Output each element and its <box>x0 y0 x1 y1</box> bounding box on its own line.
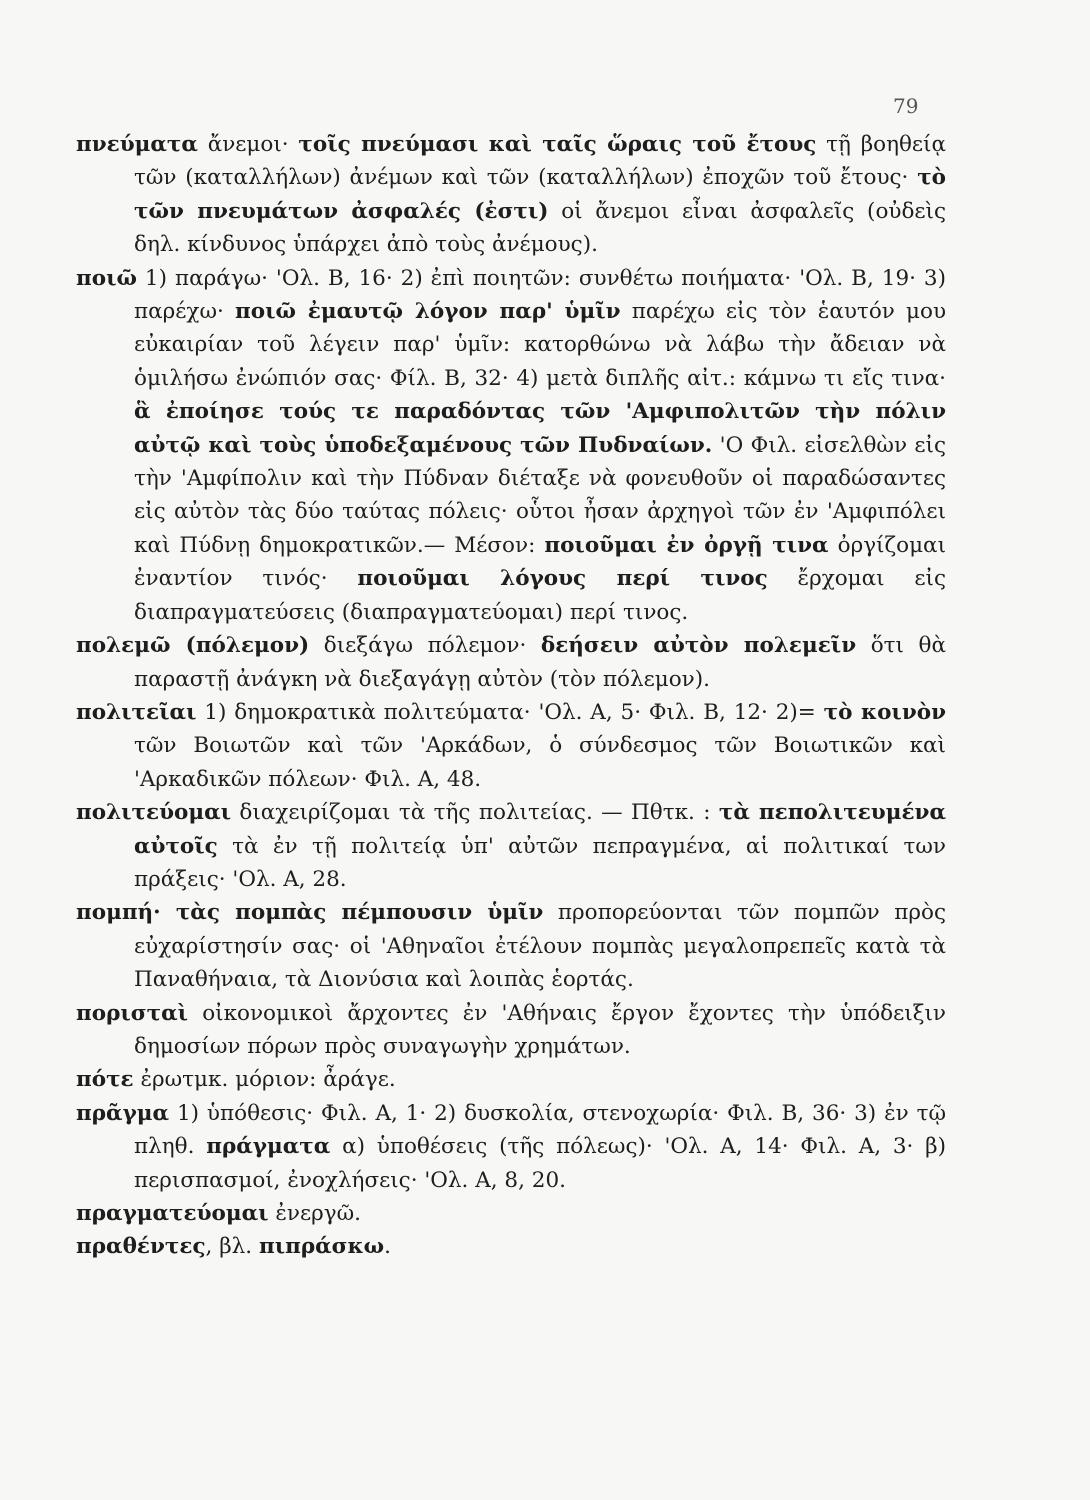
entry-phrase: ποιοῦμαι ἐν ὀργῇ τινα <box>544 532 829 558</box>
entry-text: , βλ. <box>205 1234 259 1260</box>
entry-phrase: πράγματα <box>206 1134 331 1160</box>
entry-phrase: ἃ ἐποίησε τούς τε παραδόντας τῶν 'Αμφιπολιτῶν τὴν πόλιν αὐτῷ καὶ τοὺς ὑποδεξαμένους τῶν Πυδναίων. <box>134 399 946 458</box>
entry-phrase: τὸ τῶν πνευμάτων ἀσφαλές (ἐστι) <box>134 165 946 224</box>
entry-phrase: τὰ πεπολιτευμένα αὐτοῖς <box>134 800 946 859</box>
entry-phrase: ποιῶ ἐμαυτῷ λόγον παρ' ὑμῖν <box>235 299 621 325</box>
entry-text: ἄνεμοι· <box>197 132 299 157</box>
entry-text: 1) παράγω· 'Ολ. Β, 16· 2) ἐπὶ ποιητῶν: συνθέτω ποιήματα· 'Ολ. Β, 19· 3) παρέχω· <box>134 265 946 325</box>
entry-headword: πολεμῶ (πόλεμον) <box>76 633 310 659</box>
entry-headword: πολιτεύομαι <box>76 800 232 826</box>
dictionary-entry-politeiai <box>76 696 946 796</box>
entry-text: ὅτι θὰ παραστῇ ἀνάγκη νὰ διεξαγάγῃ αὐτὸν (τὸν πόλεμον). <box>134 633 946 692</box>
entry-text: 1) ὑπόθεσις· Φιλ. Α, 1· 2) δυσκολία, στενοχωρία· Φιλ. Β, 36· 3) ἐν τῷ πληθ. <box>134 1100 946 1160</box>
dictionary-entry-pragmateuomai <box>76 1197 946 1230</box>
entry-text: διαχειρίζομαι τὰ τῆς πολιτείας. — Πθτκ. : <box>231 800 719 826</box>
entry-headword: πολιτεῖαι <box>76 699 197 725</box>
entry-text: παρέχω εἰς τὸν ἑαυτόν μου εὐκαιρίαν τοῦ λέγειν παρ' ὑμῖν: κατορθώνω νὰ λάβω τὴν ἄδειαν νὰ ὁμιλήσω ἐνώπιόν σας· Φίλ. Β, 32· 4) μετὰ διπλῆς αἰτ.: κάμνω τι εἴς τινα· <box>134 299 947 391</box>
dictionary-entry-pragma <box>76 1097 946 1197</box>
dictionary-entry-prathentes <box>76 1230 946 1263</box>
entry-text: τῶν Βοιωτῶν καὶ τῶν 'Αρκάδων, ὁ σύνδεσμος τῶν Βοιωτικῶν καὶ 'Αρκαδικῶν πόλεων· Φιλ. Α, 48. <box>134 733 946 792</box>
dictionary-entry-pompe <box>76 896 946 996</box>
dictionary-entry-poio <box>76 262 946 629</box>
entry-headword: πότε <box>76 1067 134 1093</box>
dictionary-entry-pote <box>76 1063 946 1096</box>
entry-headword: πνεύματα <box>76 132 198 157</box>
page-number: 79 <box>893 94 919 118</box>
dictionary-entry-poristai <box>76 997 946 1064</box>
entry-phrase: πιπράσκω <box>258 1234 385 1260</box>
dictionary-entry-politeuomai <box>76 796 946 896</box>
entry-text: ἐνεργῶ. <box>268 1201 361 1226</box>
entry-text: α) ὑποθέσεις (τῆς πόλεως)· 'Ολ. Α, 14· Φιλ. Α, 3· β) περισπασμοί, ἐνοχλήσεις· 'Ολ. Α, 8, 20. <box>134 1134 946 1193</box>
entry-headword: πορισταὶ <box>76 1000 189 1026</box>
entry-text: τὰ ἐν τῇ πολιτείᾳ ὑπ' αὐτῶν πεπραγμένα, αἱ πολιτικαί των πράξεις· 'Ολ. Α, 28. <box>134 833 946 892</box>
entry-headword: πραγματεύομαι <box>76 1201 269 1226</box>
entry-headword: πραθέντες <box>76 1234 206 1260</box>
entry-phrase: ποιοῦμαι λόγους περί τινος <box>357 566 768 592</box>
entry-text: οἱ ἄνεμοι εἶναι ἀσφαλεῖς (οὐδεὶς δηλ. κίνδυνος ὑπάρχει ἀπὸ τοὺς ἀνέμους). <box>134 198 947 258</box>
entry-text: οἰκονομικοὶ ἄρχοντες ἐν 'Αθήναις ἔργον ἔχοντες τὴν ὑπόδειξιν δημοσίων πόρων πρὸς συναγωγὴν χρημάτων. <box>134 1000 946 1059</box>
entry-text: ἔρχομαι εἰς διαπραγματεύσεις (διαπραγματεύομαι) περί τινος. <box>134 566 946 625</box>
entry-text: προπορεύονται τῶν πομπῶν πρὸς εὐχαρίστησίν σας· οἱ 'Αθηναῖοι ἐτέλουν πομπὰς μεγαλοπρεπεῖς κατὰ τὰ Παναθήναια, τὰ Διονύσια καὶ λοιπὰς ἑορτάς. <box>134 900 946 993</box>
entry-phrase: τοῖς πνεύμασι καὶ ταῖς ὥραις τοῦ ἔτους <box>298 132 817 157</box>
entry-text: τῇ βοηθείᾳ τῶν (καταλλήλων) ἀνέμων καὶ τῶν (καταλλήλων) ἐποχῶν τοῦ ἔτους· <box>134 132 946 191</box>
dictionary-entry-polemo <box>76 629 946 696</box>
entry-text: . <box>384 1234 391 1260</box>
entry-phrase: τὸ κοινὸν <box>823 699 946 725</box>
dictionary-entry-pneumata <box>76 128 946 262</box>
entry-text: ὀργίζομαι ἐναντίον τινός· <box>134 532 947 592</box>
entry-text: 'Ο Φιλ. εἰσελθὼν εἰς τὴν 'Αμφίπολιν καὶ τὴν Πύδναν διέταξε νὰ φονευθοῦν οἱ παραδώσαντες εἰς αὐτὸν τὰς δύο ταύτας πόλεις· οὗτοι ἦσαν ἀρχηγοὶ τῶν ἐν 'Αμφιπόλει καὶ Πύδνῃ δημοκρατικῶν.— Μέσον: <box>134 432 946 558</box>
entry-text: ἐρωτμκ. μόριον: ἆράγε. <box>133 1067 396 1093</box>
entry-phrase: δεήσειν αὐτὸν πολεμεῖν <box>540 633 857 659</box>
dictionary-body <box>76 128 946 1264</box>
entry-headword: ποιῶ <box>76 265 137 291</box>
entry-text: διεξάγω πόλεμον· <box>309 633 541 659</box>
entry-text: 1) δημοκρατικὰ πολιτεύματα· 'Ολ. Α, 5· Φιλ. Β, 12· 2)= <box>196 699 824 725</box>
entry-headword: πρᾶγμα <box>76 1100 170 1126</box>
entry-headword: πομπή· τὰς πομπὰς πέμπουσιν ὑμῖν <box>76 900 544 926</box>
